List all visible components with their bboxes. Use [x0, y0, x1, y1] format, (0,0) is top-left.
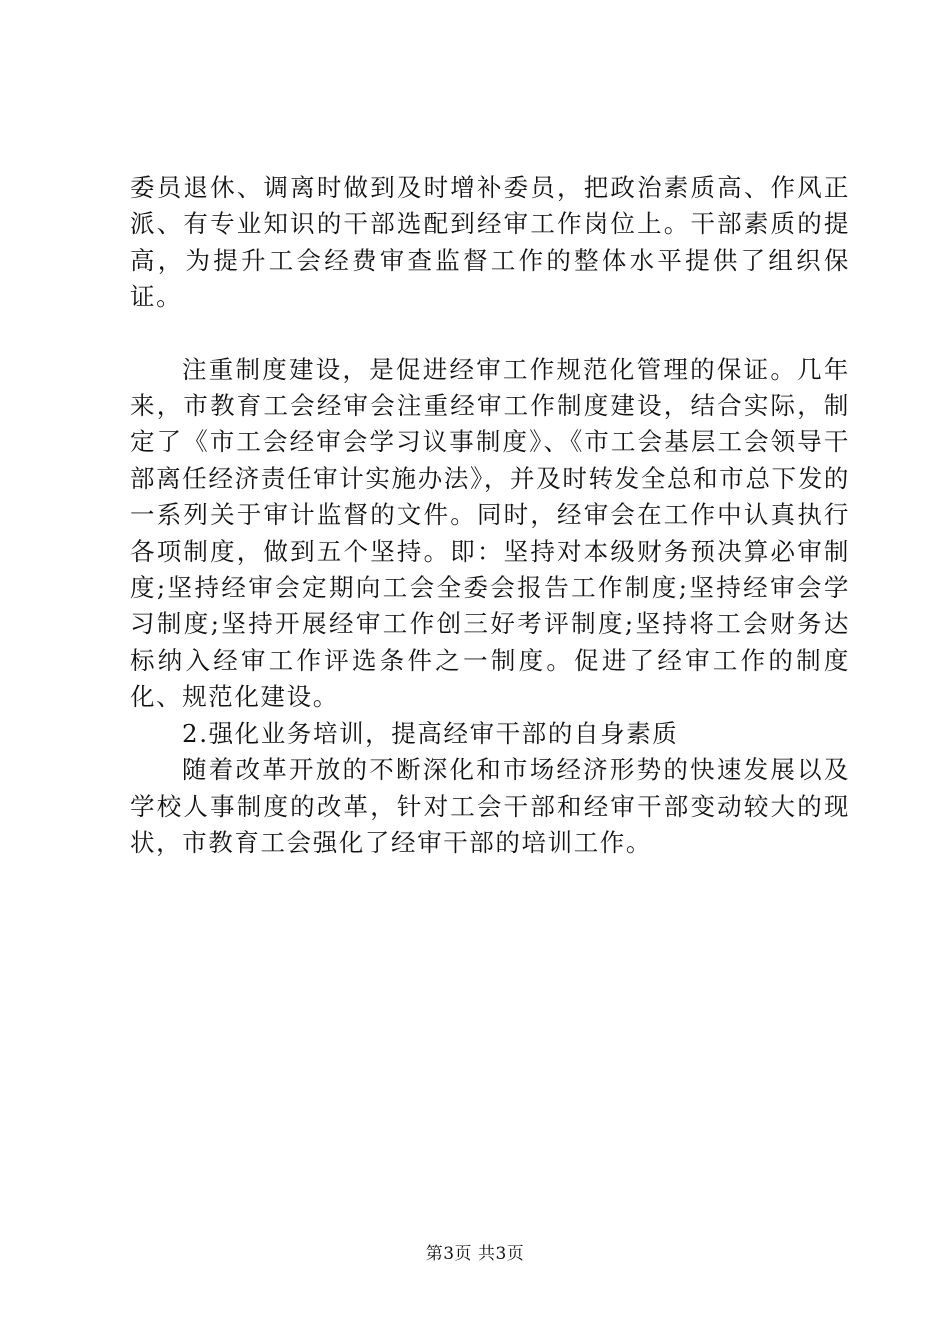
paragraph-continuation: 委员退休、调离时做到及时增补委员，把政治素质高、作风正派、有专业知识的干部选配到经审工作岗位上。干部素质的提高，为提升工会经费审查监督工作的整体水平提供了组织保证。: [130, 173, 850, 312]
page-footer: 第3页 共3页: [425, 1244, 525, 1264]
paragraph-training: 随着改革开放的不断深化和市场经济形势的快速发展以及学校人事制度的改革，针对工会干部和经审干部变动较大的现状，市教育工会强化了经审干部的培训工作。: [130, 755, 850, 857]
section-heading: 2.强化业务培训，提高经审干部的自身素质: [182, 718, 679, 748]
paragraph-system-building: 注重制度建设，是促进经审工作规范化管理的保证。几年来，市教育工会经审会注重经审工作制度建设，结合实际，制定了《市工会经审会学习议事制度》、《市工会基层工会领导干部离任经济责任审计实施办法》，并及时转发全总和市总下发的一系列关于审计监督的文件。同时，经审会在工作中认真执行各项制度，做到五个坚持。即：坚持对本级财务预决算必审制度;坚持经审会定期向工会全委会报告工作制度;坚持经审会学习制度;坚持开展经审工作创三好考评制度;坚持将工会财务达标纳入经审工作评选条件之一制度。促进了经审工作的制度化、规范化建设。: [130, 354, 850, 712]
document-body: [130, 170, 850, 861]
